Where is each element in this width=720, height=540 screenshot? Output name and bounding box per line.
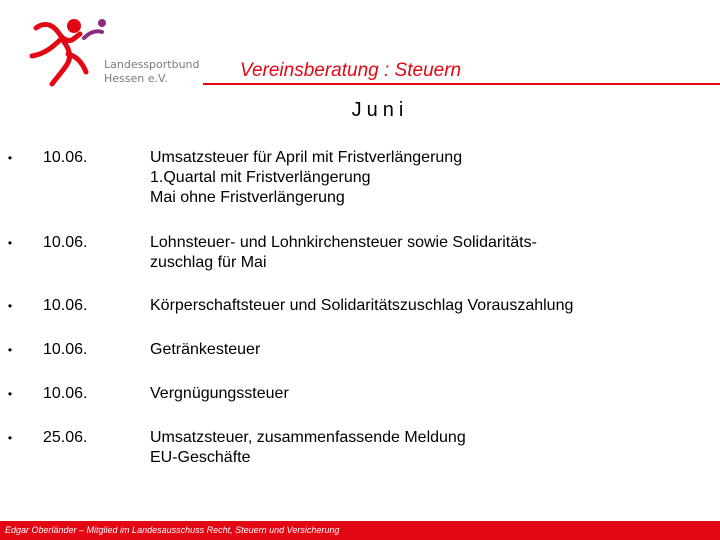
logo-wordmark [104, 58, 200, 86]
logo-line-1: Landessportbund [104, 58, 200, 71]
deadline-date: 10.06. [43, 385, 88, 402]
deadline-date: 10.06. [43, 297, 88, 314]
bullet: • [7, 387, 13, 401]
description-line: Lohnsteuer- und Lohnkirchensteuer sowie Solidaritäts- [150, 234, 537, 251]
description-line: Körperschaftsteuer und Solidaritätszuschlag Vorauszahlung [150, 297, 574, 314]
deadline-description [150, 296, 710, 316]
description-line: 1.Quartal mit Fristverlängerung [150, 169, 371, 186]
description-line: Mai ohne Fristverlängerung [150, 189, 345, 206]
deadline-date: 10.06. [43, 341, 88, 358]
deadline-description [150, 148, 710, 208]
deadline-description [150, 384, 710, 404]
footer-bar [0, 521, 720, 540]
description-line: Vergnügungssteuer [150, 385, 289, 402]
description-line: zuschlag für Mai [150, 254, 267, 271]
bullet: • [7, 343, 13, 357]
bullet: • [7, 299, 13, 313]
deadline-description [150, 233, 710, 273]
page-title: Vereinsberatung : Steuern [240, 60, 462, 81]
deadline-description [150, 340, 710, 360]
month-heading: Juni [351, 99, 409, 121]
description-line: Umsatzsteuer, zusammenfassende Meldung [150, 429, 466, 446]
deadline-date: 10.06. [43, 234, 88, 251]
logo-line-2: Hessen e.V. [104, 72, 168, 85]
deadline-description [150, 428, 710, 468]
landessportbund-logo [22, 14, 202, 92]
deadline-date: 10.06. [43, 149, 88, 166]
footer-text: Edgar Oberländer – Mitglied im Landesausschuss Recht, Steuern und Versicherung [5, 525, 340, 535]
bullet: • [7, 236, 13, 250]
description-line: Getränkesteuer [150, 341, 261, 358]
header-divider [203, 83, 720, 85]
deadline-date: 25.06. [43, 429, 88, 446]
description-line: EU-Geschäfte [150, 449, 251, 466]
description-line: Umsatzsteuer für April mit Fristverlängerung [150, 149, 463, 166]
bullet: • [7, 431, 13, 445]
bullet: • [7, 151, 13, 165]
